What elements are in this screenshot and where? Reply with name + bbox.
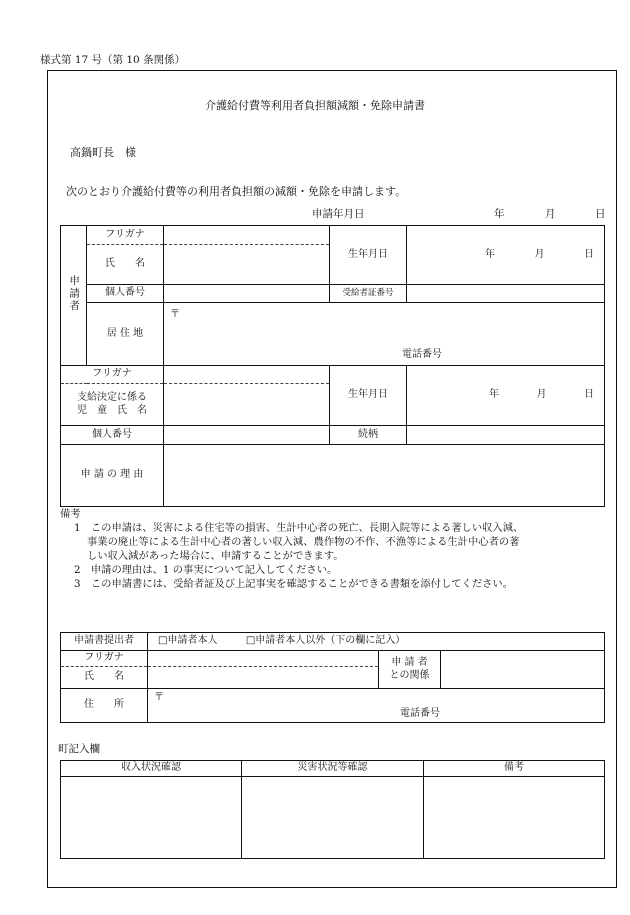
applicant-birthdate-field[interactable] (407, 226, 605, 285)
addressee: 高鍋町長 様 (70, 146, 136, 159)
child-birth-year: 年 (489, 389, 499, 401)
applicant-name-field[interactable] (164, 245, 330, 285)
applicant-address-label: 居 住 地 (87, 303, 164, 366)
submitter-address-field[interactable] (148, 689, 605, 723)
form-title: 介護給付費等利用者負担額減額・免除申請書 (205, 99, 425, 112)
submitter-furigana-label: フリガナ (61, 651, 148, 667)
date-day-label: 日 (595, 208, 606, 220)
notes-item: 2 申請の理由は、1 の事実について記入してください。 (74, 564, 338, 576)
submitter-name-field[interactable] (148, 667, 379, 689)
child-birth-day: 日 (584, 389, 594, 401)
applicant-birthdate-label: 生年月日 (330, 226, 407, 285)
applicant-phone-label: 電話番号 (402, 349, 442, 360)
certificate-number-field[interactable] (407, 285, 605, 303)
applicant-address-field[interactable] (164, 303, 605, 366)
child-relation-field[interactable] (407, 426, 605, 445)
submitter-options (148, 633, 605, 651)
town-column-remarks: 備考 (424, 761, 605, 777)
town-table (60, 760, 605, 859)
child-name-label (61, 384, 164, 426)
applicant-birth-day: 日 (584, 248, 594, 260)
notes-item: しい収入減があった場合に、申請することができます。 (87, 550, 344, 562)
reason-field[interactable] (164, 445, 605, 507)
applicant-side-label: 申請者 (61, 226, 87, 366)
form-number: 様式第 17 号（第 10 条関係） (40, 54, 186, 66)
applicant-birth-month: 月 (534, 248, 545, 260)
town-column-disaster: 災害状況等確認 (242, 761, 424, 777)
child-relation-label: 続柄 (330, 426, 407, 445)
town-column-income: 収入状況確認 (61, 761, 242, 777)
submitter-label: 申請書提出者 (61, 633, 148, 651)
submitter-table (60, 632, 605, 723)
date-year-label: 年 (494, 208, 505, 220)
submitter-relation-line1: 申 請 者 (391, 657, 428, 668)
notes-item: 1 この申請は、災害による住宅等の損害、生計中心者の死亡、長期入院等による著しい収入減、 (74, 522, 524, 534)
child-birthdate-field[interactable] (407, 366, 605, 426)
date-month-label: 月 (545, 208, 556, 220)
applicant-personal-number-label: 個人番号 (87, 285, 164, 303)
notes-item: 事業の廃止等による生計中心者の著しい収入減、農作物の不作、不漁等による生計中心者の著 (87, 536, 520, 548)
town-section-label: 町記入欄 (58, 743, 100, 755)
applicant-table (60, 225, 605, 507)
submitter-option-other[interactable]: □申請者本人以外（下の欄に記入） (245, 635, 406, 647)
submitter-furigana-field[interactable] (148, 651, 379, 667)
certificate-number-label: 受給者証番号 (330, 285, 407, 303)
child-personal-number-field[interactable] (164, 426, 330, 445)
child-personal-number-label: 個人番号 (61, 426, 164, 445)
submitter-name-label: 氏 名 (61, 667, 148, 689)
submitter-postal-mark: 〒 (154, 692, 164, 703)
submitter-phone-label: 電話番号 (400, 708, 440, 719)
postal-mark: 〒 (170, 309, 180, 320)
child-birth-month: 月 (536, 389, 547, 401)
applicant-furigana-label: フリガナ (87, 226, 164, 245)
child-name-label-line2: 児 童 氏 名 (77, 404, 147, 416)
town-disaster-field[interactable] (242, 777, 424, 859)
notes-heading: 備考 (60, 508, 81, 520)
applicant-name-label: 氏 名 (87, 245, 164, 285)
reason-label: 申 請 の 理 由 (61, 445, 164, 507)
child-birthdate-label: 生年月日 (330, 366, 407, 426)
applicant-furigana-field[interactable] (164, 226, 330, 245)
child-name-field[interactable] (164, 384, 330, 426)
submitter-relation-label (379, 651, 441, 689)
child-furigana-field[interactable] (164, 366, 330, 384)
submitter-relation-field[interactable] (441, 651, 605, 689)
notes-section (60, 507, 523, 591)
submitter-option-self[interactable]: □申請者本人 (158, 635, 218, 647)
town-income-field[interactable] (61, 777, 242, 859)
applicant-birth-year: 年 (485, 248, 495, 260)
submitter-relation-line2: との関係 (389, 669, 430, 681)
application-date-label: 申請年月日 (312, 208, 365, 220)
child-furigana-label: フリガナ (61, 366, 164, 384)
notes-item: 3 この申請書には、受給者証及び上記事実を確認することができる書類を添付してください。 (74, 578, 514, 590)
town-remarks-field[interactable] (424, 777, 605, 859)
submitter-address-label: 住 所 (61, 689, 148, 723)
intro-text: 次のとおり介護給付費等の利用者負担額の減額・免除を申請します。 (66, 185, 407, 198)
applicant-personal-number-field[interactable] (164, 285, 330, 303)
child-name-label-line1: 支給決定に係る (77, 392, 147, 403)
